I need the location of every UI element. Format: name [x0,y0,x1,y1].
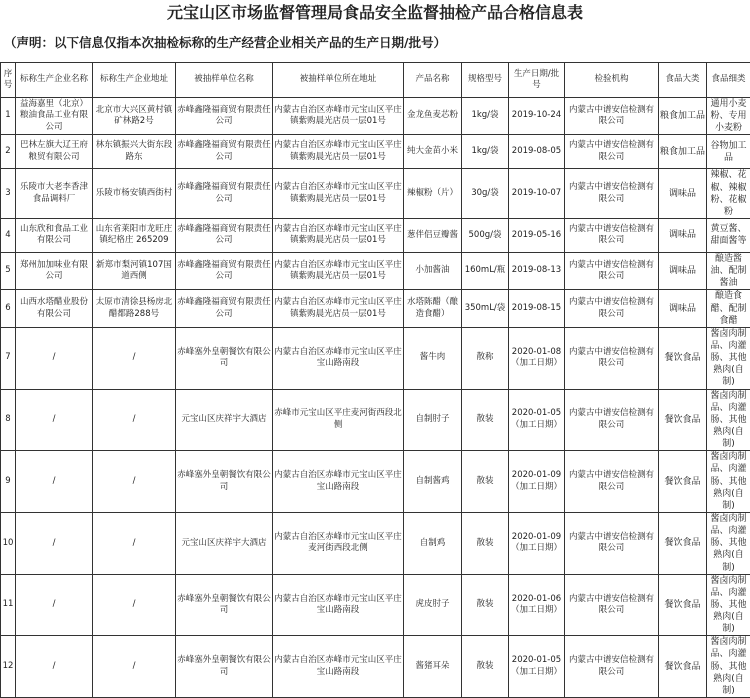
header-cell: 食品大类 [659,63,707,98]
table-cell: 3 [1,169,16,219]
table-row [1,512,750,574]
table-cell: 赤峰塞外皇朝餐饮有限公司 [176,327,273,389]
table-cell: 内蒙古中谱安信检测有限公司 [565,98,659,135]
table-cell: 散装 [462,636,509,698]
table-cell: 散称 [462,327,509,389]
table-cell: 餐饮食品 [659,327,707,389]
table-cell: 餐饮食品 [659,389,707,451]
table-cell: 内蒙古中谱安信检测有限公司 [565,389,659,451]
table-cell: 内蒙古自治区赤峰市元宝山区平庄宝山路南段 [273,636,404,698]
table-cell: 餐饮食品 [659,512,707,574]
table-cell: 内蒙古自治区赤峰市元宝山区平庄宝山路南段 [273,327,404,389]
table-cell: / [16,389,93,451]
table-cell: / [16,574,93,636]
table-row [1,252,750,289]
table-cell: 粮食加工品 [659,98,707,135]
table-cell: 赤峰塞外皇朝餐饮有限公司 [176,636,273,698]
table-cell: 1kg/袋 [462,135,509,169]
table-cell: 10 [1,512,16,574]
table-cell: 1kg/袋 [462,98,509,135]
header-row [1,63,750,98]
table-cell: 赤峰塞外皇朝餐饮有限公司 [176,451,273,513]
table-cell: 金龙鱼麦芯粉 [404,98,462,135]
table-cell: 7 [1,327,16,389]
table-cell: 内蒙古中谱安信检测有限公司 [565,169,659,219]
table-cell: 酱卤肉制品、肉灌肠、其他熟肉(自制) [707,327,750,389]
table-cell: / [93,389,176,451]
table-cell: 内蒙古中谱安信检测有限公司 [565,512,659,574]
table-cell: 辣椒粉（片） [404,169,462,219]
table-cell: 自制鸡 [404,512,462,574]
table-cell: 虎皮肘子 [404,574,462,636]
inspection-table [0,62,750,698]
table-cell: 2019-08-05 [509,135,565,169]
table-cell: / [93,636,176,698]
table-cell: 2019-10-24 [509,98,565,135]
table-cell: 赤峰鑫隆福商贸有限责任公司 [176,252,273,289]
table-cell: 赤峰塞外皇朝餐饮有限公司 [176,574,273,636]
table-cell: 山东欣和食品工业有限公司 [16,218,93,252]
table-cell: 赤峰鑫隆福商贸有限责任公司 [176,169,273,219]
table-cell: / [93,327,176,389]
table-cell: 4 [1,218,16,252]
header-cell: 被抽样单位所在地址 [273,63,404,98]
table-cell: 内蒙古自治区赤峰市元宝山区平庄宝山路南段 [273,574,404,636]
table-body [1,63,750,698]
table-cell: 谷物加工品 [707,135,750,169]
table-cell: 内蒙古中谱安信检测有限公司 [565,574,659,636]
header-cell: 检验机构 [565,63,659,98]
table-cell: 调味品 [659,218,707,252]
table-cell: 2 [1,135,16,169]
table-cell: 餐饮食品 [659,451,707,513]
table-cell: 散装 [462,451,509,513]
table-cell: 内蒙古自治区赤峰市元宝山区平庄麦河街西段北侧 [273,512,404,574]
table-cell: 北京市大兴区黄村镇矿林路2号 [93,98,176,135]
table-cell: 160mL/瓶 [462,252,509,289]
table-cell: 2019-08-13 [509,252,565,289]
table-cell: 2020-01-09（加工日期） [509,451,565,513]
table-cell: 5 [1,252,16,289]
table-cell: / [93,574,176,636]
table-cell: 9 [1,451,16,513]
table-cell: 葱伴侣豆瓣酱 [404,218,462,252]
table-cell: 赤峰鑫隆福商贸有限责任公司 [176,98,273,135]
table-cell: 内蒙古中谱安信检测有限公司 [565,218,659,252]
table-row [1,636,750,698]
statement-text: （声明：以下信息仅指本次抽检标称的生产经营企业相关产品的生产日期/批号） [4,30,446,56]
table-cell: 内蒙古自治区赤峰市元宝山区平庄宝山路南段 [273,451,404,513]
table-row [1,169,750,219]
table-cell: / [16,451,93,513]
table-cell: 2020-01-08（加工日期） [509,327,565,389]
header-cell: 标称生产企业地址 [93,63,176,98]
table-cell: 酱猪耳朵 [404,636,462,698]
table-cell: 郑州加加味业有限公司 [16,252,93,289]
table-cell: 乐陵市杨安镇西街村 [93,169,176,219]
table-cell: 内蒙古自治区赤峰市元宝山区平庄镇紫购晨光店员一层01号 [273,218,404,252]
table-cell: 山东省莱阳市龙旺庄镇纪格庄 265209 [93,218,176,252]
header-cell: 序号 [1,63,16,98]
table-cell: 新郑市梨河镇107国道西侧 [93,252,176,289]
table-cell: 酱卤肉制品、肉灌肠、其他熟肉(自制) [707,574,750,636]
table-cell: 酱卤肉制品、肉灌肠、其他熟肉(自制) [707,512,750,574]
table-row [1,98,750,135]
header-cell: 食品细类 [707,63,750,98]
table-cell: 益海嘉里（北京）粮油食品工业有限公司 [16,98,93,135]
table-cell: 餐饮食品 [659,636,707,698]
table-cell: 500g/袋 [462,218,509,252]
table-cell: 6 [1,290,16,327]
table-cell: 内蒙古自治区赤峰市元宝山区平庄镇紫购晨光店员一层01号 [273,252,404,289]
table-cell: 散装 [462,512,509,574]
table-cell: 散装 [462,574,509,636]
table-cell: 2019-05-16 [509,218,565,252]
table-cell: 2019-08-15 [509,290,565,327]
header-cell: 产品名称 [404,63,462,98]
table-cell: / [16,512,93,574]
table-cell: 调味品 [659,169,707,219]
table-row [1,389,750,451]
table-cell: 酿造酱油、配制酱油 [707,252,750,289]
table-cell: 内蒙古自治区赤峰市元宝山区平庄镇紫购晨光店员一层01号 [273,169,404,219]
table-cell: 粮食加工品 [659,135,707,169]
table-cell: 通用小麦粉、专用小麦粉 [707,98,750,135]
table-cell: 调味品 [659,290,707,327]
table-cell: 2020-01-05（加工日期） [509,636,565,698]
table-cell: 元宝山区庆祥宇大酒店 [176,389,273,451]
table-cell: 2020-01-05（加工日期） [509,389,565,451]
table-cell: 酱卤肉制品、肉灌肠、其他熟肉(自制) [707,636,750,698]
table-cell: 30g/袋 [462,169,509,219]
table-cell: 12 [1,636,16,698]
table-cell: 小加酱油 [404,252,462,289]
header-cell: 标称生产企业名称 [16,63,93,98]
table-cell: 水塔陈醋（酿造食醋） [404,290,462,327]
header-cell: 生产日期/批号 [509,63,565,98]
table-cell: 乐陵市大老李香津食品调料厂 [16,169,93,219]
table-cell: 内蒙古中谱安信检测有限公司 [565,636,659,698]
table-cell: 林东镇振兴大街东段路东 [93,135,176,169]
table-cell: 内蒙古自治区赤峰市元宝山区平庄镇紫购晨光店员一层01号 [273,135,404,169]
table-cell: 餐饮食品 [659,574,707,636]
table-cell: 太原市清徐县杨房北醋都路288号 [93,290,176,327]
table-row [1,574,750,636]
table-cell: 调味品 [659,252,707,289]
table-cell: 辣椒、花椒、辣椒粉、花椒粉 [707,169,750,219]
table-cell: 赤峰市元宝山区平庄麦河街西段北侧 [273,389,404,451]
table-cell: 内蒙古自治区赤峰市元宝山区平庄镇紫购晨光店员一层01号 [273,290,404,327]
table-cell: 内蒙古中谱安信检测有限公司 [565,327,659,389]
table-cell: / [93,512,176,574]
table-cell: 纯大金苗小米 [404,135,462,169]
table-row [1,135,750,169]
table-cell: / [93,451,176,513]
table-cell: 2020-01-09（加工日期） [509,512,565,574]
table-row [1,218,750,252]
table-cell: 元宝山区庆祥宇大酒店 [176,512,273,574]
table-cell: 赤峰鑫隆福商贸有限责任公司 [176,135,273,169]
table-cell: 赤峰鑫隆福商贸有限责任公司 [176,290,273,327]
table-cell: 11 [1,574,16,636]
table-cell: 自制肘子 [404,389,462,451]
table-cell: 1 [1,98,16,135]
table-row [1,290,750,327]
header-cell: 规格型号 [462,63,509,98]
table-cell: 350mL/袋 [462,290,509,327]
table-cell: 内蒙古中谱安信检测有限公司 [565,451,659,513]
table-cell: / [16,327,93,389]
table-cell: 内蒙古自治区赤峰市元宝山区平庄镇紫购晨光店员一层01号 [273,98,404,135]
page-title: 元宝山区市场监督管理局食品安全监督抽检产品合格信息表 [0,0,750,26]
table-cell: 自制酱鸡 [404,451,462,513]
table-cell: 酱牛肉 [404,327,462,389]
table-cell: / [16,636,93,698]
table-cell: 酿造食醋、配制食醋 [707,290,750,327]
table-cell: 2019-10-07 [509,169,565,219]
table-cell: 内蒙古中谱安信检测有限公司 [565,252,659,289]
table-cell: 黄豆酱、甜面酱等 [707,218,750,252]
table-cell: 8 [1,389,16,451]
table-cell: 内蒙古中谱安信检测有限公司 [565,290,659,327]
table-cell: 赤峰鑫隆福商贸有限责任公司 [176,218,273,252]
header-cell: 被抽样单位名称 [176,63,273,98]
table-row [1,451,750,513]
table-cell: 巴林左旗大辽王府粮贸有限公司 [16,135,93,169]
table-row [1,327,750,389]
table-cell: 酱卤肉制品、肉灌肠、其他熟肉(自制) [707,451,750,513]
table-cell: 内蒙古中谱安信检测有限公司 [565,135,659,169]
table-cell: 2020-01-06（加工日期） [509,574,565,636]
table-cell: 山西水塔醋业股份有限公司 [16,290,93,327]
table-cell: 散装 [462,389,509,451]
table-cell: 酱卤肉制品、肉灌肠、其他熟肉(自制) [707,389,750,451]
